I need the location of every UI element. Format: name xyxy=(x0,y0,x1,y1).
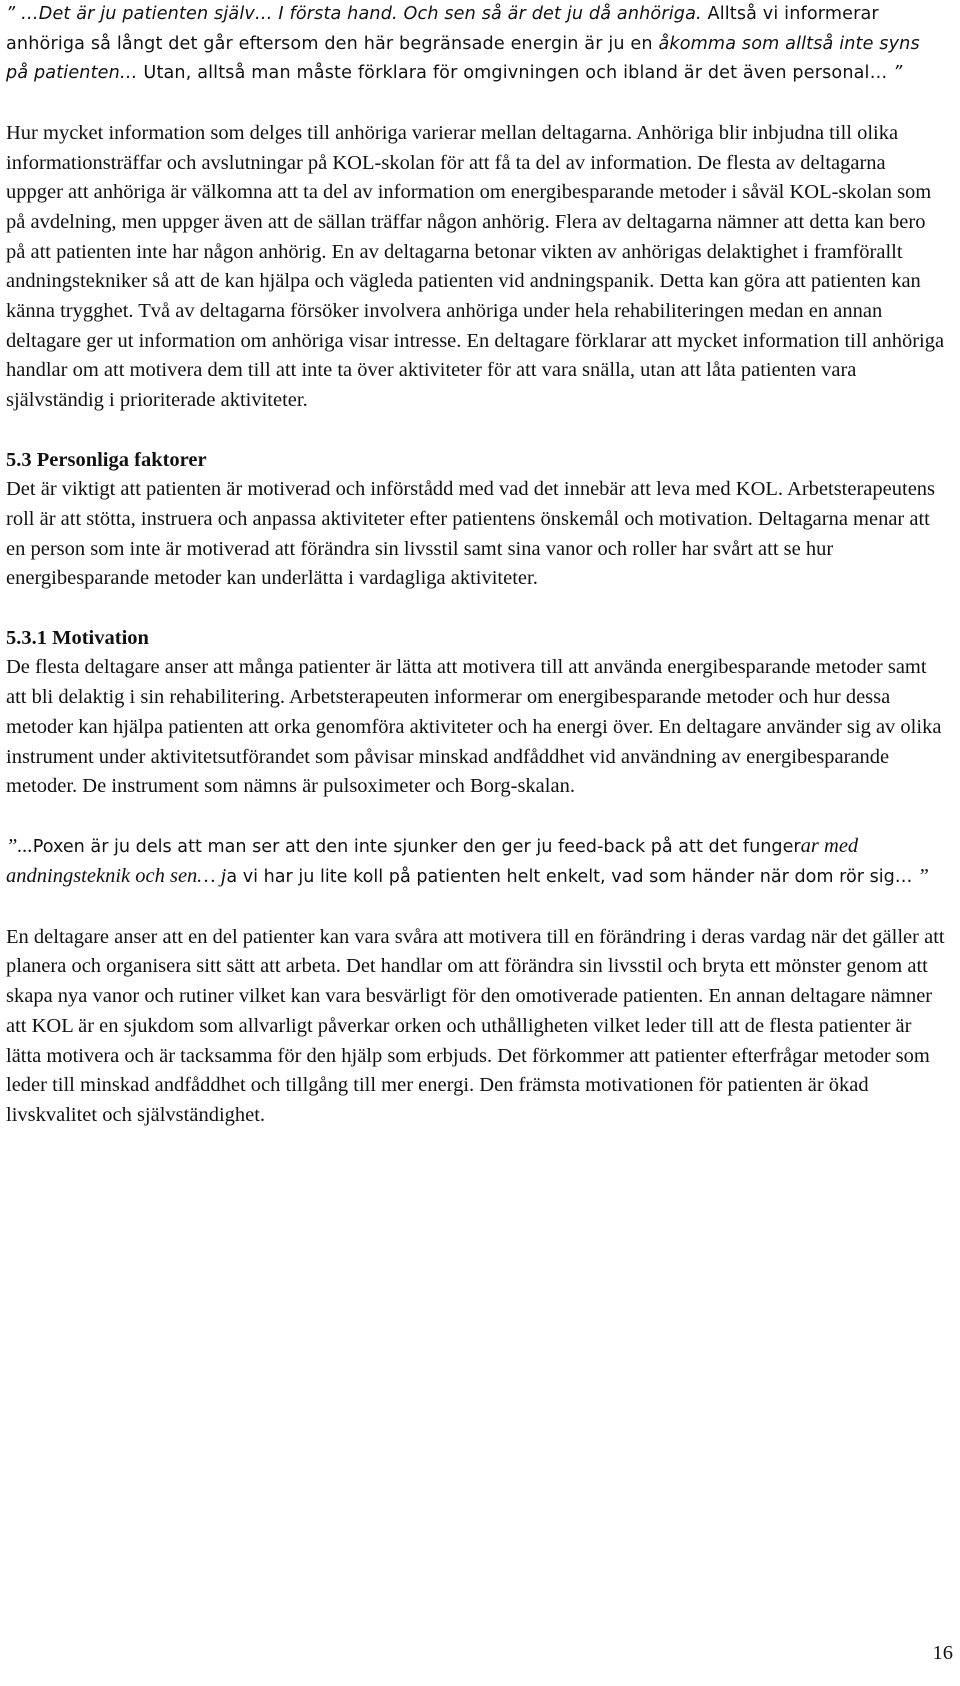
quote-text: Alltså vi informerar anhöriga så långt det går eftersom den här begränsade energin är ju en xyxy=(6,4,879,54)
section-number: 5.3 xyxy=(6,448,32,471)
body-paragraph-relatives: Hur mycket information som delges till anhöriga varierar mellan deltagarna. Anhöriga blir inbjudna till olika informationsträffar och avslutningar på KOL-skolan för att få ta del av information. De flesta av deltagarna uppger att anhöriga är välkomna att ta del av information om energibesparande metoder i såväl KOL-skolan som på avdelning, men uppger även att de sällan träffar någon anhörig. Flera av deltagarna nämner att detta kan bero på att patienten inte har någon anhörig. En av deltagarna betonar vikten av anhörigas delaktighet i framförallt andningstekniker så att de kan hjälpa och vägleda patienten vid andningspanik. Detta kan göra att patienten kan känna trygghet. Två av deltagarna försöker involvera anhöriga under hela rehabiliteringen medan en annan deltagare ger ut information om anhöriga visar intresse. En deltagare förklarar att mycket information till anhöriga handlar om att motivera dem till att inte ta över aktiviteter för att vara snälla, utan att låta patienten vara självständig i prioriterade aktiviteter. xyxy=(6,121,945,412)
quote-close-mark: ” xyxy=(912,865,929,888)
section-title: Personliga faktorer xyxy=(31,448,207,471)
quote-text-2: a vi har ju lite koll på patienten helt enkelt, vad som händer när dom rör sig… xyxy=(226,867,913,888)
interview-quote-2 xyxy=(6,832,946,893)
quote-open-mark: ” xyxy=(6,4,16,24)
quote-italic-text-2: åkomma som alltså inte syns på patienten… xyxy=(6,33,920,84)
quote-open-mark: ”... xyxy=(6,834,33,857)
body-paragraph-motivation: De flesta deltagare anser att många patienter är lätta att motivera till att använda energibesparande metoder samt att bli delaktig i sin rehabilitering. Arbetsterapeuten informerar om energibesparande metoder och hur dessa metoder kan hjälpa patienten att orka genomföra aktiviteter och ha energi över. En deltagare använder sig av olika instrument under aktivitetsutförandet som påvisar minskad andfåddhet vid användning av energibesparande metoder. De instrument som nämns är pulsoximeter och Borg-skalan. xyxy=(6,656,942,798)
body-paragraph-motivation-challenges: En deltagare anser att en del patienter kan vara svåra att motivera till en förändring i deras vardag när det gäller att planera och organisera sitt sätt att arbeta. Det handlar om att förändra sin livsstil och bryta ett mönster genom att skapa nya vanor och rutiner vilket kan vara besvärligt för den omotiverade patienten. En annan deltagare nämner att KOL är en sjukdom som allvarligt påverkar orken och uthålligheten vilket leder till att de flesta patienter är lätta motivera och är tacksamma för den hjälp som erbjuds. Det förkommer att patienter efterfrågar metoder som leder till minskad andfåddhet och tillgång till mer energi. Den främsta motivationen för patienten är ökad livskvalitet och självständighet. xyxy=(6,925,945,1126)
quote-text-2: Utan, alltså man måste förklara för omgivningen och ibland är det även personal… xyxy=(137,63,888,84)
interview-quote-1 xyxy=(6,0,946,89)
quote-italic-text: ar med andningsteknik och sen… j xyxy=(6,834,859,888)
subsection-number: 5.3.1 xyxy=(6,626,47,649)
subsection-title: Motivation xyxy=(47,626,149,649)
section-heading-5-3-1 xyxy=(6,624,946,654)
quote-italic-text: …Det är ju patienten själv… I första hand. Och sen så är det ju då anhöriga. xyxy=(15,4,702,24)
section-heading-5-3 xyxy=(6,446,946,476)
quote-text: Poxen är ju dels att man ser att den inte sjunker den ger ju feed-back på att det funger xyxy=(32,836,801,857)
quote-close-mark: ” xyxy=(887,63,903,84)
body-paragraph-personal-factors: Det är viktigt att patienten är motiverad och införstådd med vad det innebär att leva med KOL. Arbetsterapeutens roll är att stötta, instruera och anpassa aktiviteter efter patientens önskemål och motivation. Deltagarna menar att en person som inte är motiverad att förändra sin livsstil samt sina vanor och roller har svårt att se hur energibesparande metoder kan underlätta i vardagliga aktiviteter. xyxy=(6,478,936,590)
document-page xyxy=(6,0,946,1131)
page-number: 16 xyxy=(932,1642,953,1664)
